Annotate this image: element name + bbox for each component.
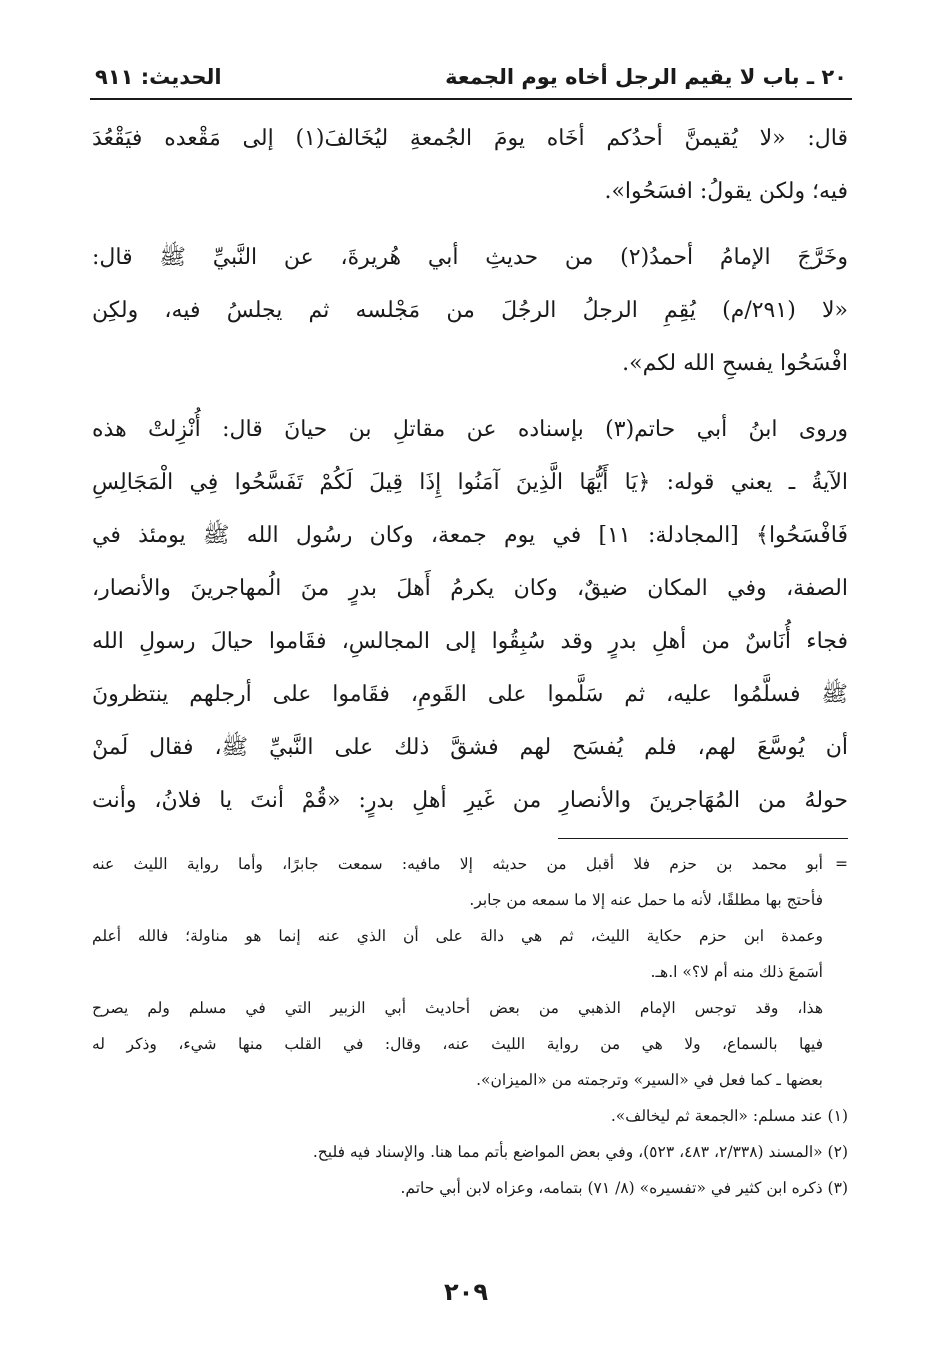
text-line: فَافْسَحُوا﴾ [المجادلة: ١١] في يوم جمعة، وكان رسُول الله ﷺ يومئذ في bbox=[92, 523, 848, 548]
footnote-line: بعضها ـ كما فعل في «السير» وترجمته من «الميزان». bbox=[476, 1071, 823, 1089]
footnote-1: (١) عند مسلم: «الجمعة ثم ليخالف». bbox=[610, 1107, 848, 1125]
text-line: الصفة، وفي المكان ضيقٌ، وكان يكرمُ أَهلَ بدرٍ منَ الُمهاجرينَ والأنصار، bbox=[92, 576, 848, 601]
header-rule bbox=[90, 98, 852, 100]
footnotes bbox=[92, 846, 848, 1206]
text-line: فيه؛ ولكن يقولُ: افسَحُوا». bbox=[604, 179, 848, 204]
chapter-title: ٢٠ ـ باب لا يقيم الرجل أخاه يوم الجمعة bbox=[445, 65, 847, 89]
footnote-line: وعمدة ابن حزم حكاية الليث، ثم هي دالة على أن الذي عنه إنما هو مناولة؛ فالله أعلم bbox=[92, 927, 823, 945]
paragraph-gap bbox=[92, 390, 848, 403]
text-line: افْسَحُوا يفسحِ الله لكم». bbox=[622, 351, 848, 376]
paragraph-gap bbox=[92, 218, 848, 231]
footnote-text: أبو محمد بن حزم فلا أقبل من حديثه إلا مافيه: سمعت جابرًا، وأما رواية الليث عنه bbox=[92, 855, 823, 873]
footnote-line: أسَمعَ ذلك منه أم لا؟» ا.هـ. bbox=[650, 963, 823, 981]
continuation-mark: = bbox=[835, 855, 848, 873]
footnote-line: فيها بالسماع، ولا هي من رواية الليث عنه، وقال: في القلب منها شيء، وذكر له bbox=[92, 1035, 823, 1053]
page-number: ٢٠٩ bbox=[444, 1278, 488, 1306]
running-header bbox=[95, 58, 847, 96]
text-line: وخَرَّجَ الإمامُ أحمدُ(٢) من حديثِ أبي هُريرةَ، عن النَّبيِّ ﷺ قال: bbox=[92, 245, 848, 270]
text-line: حولهُ من المُهَاجرينَ والأنصارِ من غَيرِ أهلِ بدرٍ: «قُمْ أنتَ يا فلانُ، وأنت bbox=[92, 788, 848, 813]
footnote-separator bbox=[558, 838, 848, 839]
text-line: «لا (٢٩١/م) يُقِمِ الرجلُ الرجُلَ من مَجْلسه ثم يجلسُ فيه، ولكِن bbox=[92, 298, 848, 323]
footnote-3: (٣) ذكره ابن كثير في «تفسيره» (٨/ ٧١) بتمامه، وعزاه لابن أبي حاتم. bbox=[400, 1179, 848, 1197]
text-line: الآيةُ ـ يعني قوله: ﴿يَا أَيُّهَا الَّذِينَ آمَنُوا إِذَا قِيلَ لَكُمْ تَفَسَّحُوا فِي الْمَجَالِسِ bbox=[92, 470, 848, 495]
footnote-line bbox=[92, 846, 848, 882]
footnote-2: (٢) «المسند (٢/٣٣٨، ٤٨٣، ٥٢٣)، وفي بعض المواضع بأتم مما هنا. والإسناد فيه فليح. bbox=[312, 1143, 848, 1161]
text-line: أن يُوسَّعَ لهم، فلم يُفسَح لهم فشقَّ ذلك على النَّبيِّ ﷺ، فقال لَمنْ bbox=[92, 735, 848, 760]
footnote-line: هذا، وقد توجس الإمام الذهبي من بعض أحاديث أبي الزبير التي في مسلم ولم يصرح bbox=[92, 999, 823, 1017]
text-line: قال: «لا يُقيمنَّ أحدُكم أخَاه يومَ الجُمعةِ ليُخَالفَ(١) إلى مَقْعده فيَقْعُدَ bbox=[92, 126, 848, 151]
hadith-number: الحديث: ٩١١ bbox=[95, 65, 222, 89]
footnote-line: فأحتج بها مطلقًا، لأنه ما حمل عنه إلا ما سمعه من جابر. bbox=[469, 891, 823, 909]
text-line: ﷺ فسلَّمُوا عليه، ثم سَلَّموا على القَومِ، فقَاموا على أرجلهم ينتظرونَ bbox=[92, 682, 848, 707]
main-text bbox=[92, 112, 848, 827]
text-line: وروى ابنُ أبي حاتم(٣) بإسناده عن مقاتلِ بن حيانَ قال: أُنْزِلتْ هذه bbox=[92, 417, 849, 442]
text-line: فجاء أُنَاسٌ من أهلِ بدرٍ وقد سُبِقُوا إلى المجالسِ، فقَاموا حيالَ رسولِ الله bbox=[92, 629, 848, 654]
